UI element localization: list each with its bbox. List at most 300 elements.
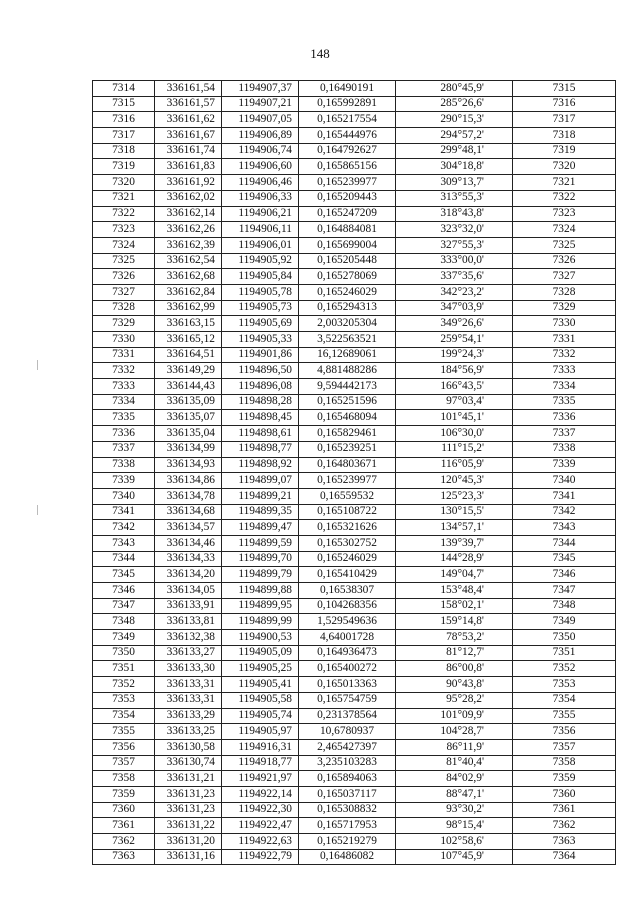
table-row xyxy=(93,128,616,144)
y-coordinate-cell: 1194899,21 xyxy=(222,488,299,504)
x-coordinate-cell: 336134,68 xyxy=(155,504,222,520)
x-coordinate-cell: 336133,25 xyxy=(155,724,222,740)
point-id-cell: 7347 xyxy=(93,598,155,614)
direction-angle-cell: 102°58,6' xyxy=(396,834,513,850)
distance-cell: 0,165294313 xyxy=(299,300,396,316)
point-id-cell: 7348 xyxy=(93,614,155,630)
next-point-id-cell: 7354 xyxy=(513,692,616,708)
table-row xyxy=(93,834,616,850)
x-coordinate-cell: 336165,12 xyxy=(155,332,222,348)
direction-angle-cell: 78°53,2' xyxy=(396,630,513,646)
next-point-id-cell: 7353 xyxy=(513,677,616,693)
direction-angle-cell: 144°28,9' xyxy=(396,551,513,567)
next-point-id-cell: 7351 xyxy=(513,645,616,661)
point-id-cell: 7314 xyxy=(93,81,155,97)
next-point-id-cell: 7352 xyxy=(513,661,616,677)
next-point-id-cell: 7334 xyxy=(513,379,616,395)
y-coordinate-cell: 1194896,50 xyxy=(222,363,299,379)
next-point-id-cell: 7338 xyxy=(513,441,616,457)
y-coordinate-cell: 1194899,35 xyxy=(222,504,299,520)
x-coordinate-cell: 336135,07 xyxy=(155,410,222,426)
distance-cell: 3,235103283 xyxy=(299,755,396,771)
y-coordinate-cell: 1194905,84 xyxy=(222,269,299,285)
point-id-cell: 7315 xyxy=(93,96,155,112)
distance-cell: 0,165321626 xyxy=(299,520,396,536)
coordinates-table xyxy=(92,80,616,865)
distance-cell: 0,165444976 xyxy=(299,128,396,144)
y-coordinate-cell: 1194899,70 xyxy=(222,551,299,567)
direction-angle-cell: 120°45,3' xyxy=(396,473,513,489)
y-coordinate-cell: 1194907,37 xyxy=(222,81,299,97)
y-coordinate-cell: 1194905,97 xyxy=(222,724,299,740)
y-coordinate-cell: 1194905,78 xyxy=(222,284,299,300)
y-coordinate-cell: 1194906,21 xyxy=(222,206,299,222)
x-coordinate-cell: 336134,20 xyxy=(155,567,222,583)
direction-angle-cell: 139°39,7' xyxy=(396,535,513,551)
point-id-cell: 7318 xyxy=(93,143,155,159)
distance-cell: 0,165278069 xyxy=(299,269,396,285)
distance-cell: 0,165992891 xyxy=(299,96,396,112)
margin-mark xyxy=(37,505,38,515)
y-coordinate-cell: 1194907,05 xyxy=(222,112,299,128)
next-point-id-cell: 7357 xyxy=(513,739,616,755)
direction-angle-cell: 323°32,0' xyxy=(396,222,513,238)
y-coordinate-cell: 1194898,92 xyxy=(222,457,299,473)
next-point-id-cell: 7356 xyxy=(513,724,616,740)
next-point-id-cell: 7355 xyxy=(513,708,616,724)
y-coordinate-cell: 1194906,60 xyxy=(222,159,299,175)
point-id-cell: 7353 xyxy=(93,692,155,708)
table-row xyxy=(93,190,616,206)
table-row xyxy=(93,786,616,802)
y-coordinate-cell: 1194905,58 xyxy=(222,692,299,708)
direction-angle-cell: 159°14,8' xyxy=(396,614,513,630)
y-coordinate-cell: 1194905,09 xyxy=(222,645,299,661)
y-coordinate-cell: 1194900,53 xyxy=(222,630,299,646)
x-coordinate-cell: 336163,15 xyxy=(155,316,222,332)
direction-angle-cell: 342°23,2' xyxy=(396,284,513,300)
point-id-cell: 7332 xyxy=(93,363,155,379)
point-id-cell: 7361 xyxy=(93,818,155,834)
distance-cell: 0,165699004 xyxy=(299,237,396,253)
point-id-cell: 7346 xyxy=(93,583,155,599)
next-point-id-cell: 7335 xyxy=(513,394,616,410)
direction-angle-cell: 318°43,8' xyxy=(396,206,513,222)
x-coordinate-cell: 336134,05 xyxy=(155,583,222,599)
table-body xyxy=(93,81,616,865)
point-id-cell: 7327 xyxy=(93,284,155,300)
next-point-id-cell: 7326 xyxy=(513,253,616,269)
next-point-id-cell: 7330 xyxy=(513,316,616,332)
next-point-id-cell: 7328 xyxy=(513,284,616,300)
next-point-id-cell: 7360 xyxy=(513,786,616,802)
point-id-cell: 7363 xyxy=(93,849,155,865)
distance-cell: 2,465427397 xyxy=(299,739,396,755)
x-coordinate-cell: 336134,93 xyxy=(155,457,222,473)
x-coordinate-cell: 336131,16 xyxy=(155,849,222,865)
next-point-id-cell: 7361 xyxy=(513,802,616,818)
distance-cell: 2,003205304 xyxy=(299,316,396,332)
direction-angle-cell: 347°03,9' xyxy=(396,300,513,316)
table-row xyxy=(93,818,616,834)
distance-cell: 0,165108722 xyxy=(299,504,396,520)
x-coordinate-cell: 336134,57 xyxy=(155,520,222,536)
next-point-id-cell: 7346 xyxy=(513,567,616,583)
point-id-cell: 7345 xyxy=(93,567,155,583)
table-row xyxy=(93,520,616,536)
point-id-cell: 7341 xyxy=(93,504,155,520)
next-point-id-cell: 7350 xyxy=(513,630,616,646)
distance-cell: 0,165865156 xyxy=(299,159,396,175)
point-id-cell: 7356 xyxy=(93,739,155,755)
distance-cell: 0,164884081 xyxy=(299,222,396,238)
direction-angle-cell: 101°09,9' xyxy=(396,708,513,724)
direction-angle-cell: 130°15,5' xyxy=(396,504,513,520)
y-coordinate-cell: 1194921,97 xyxy=(222,771,299,787)
table-row xyxy=(93,175,616,191)
point-id-cell: 7355 xyxy=(93,724,155,740)
table-row xyxy=(93,661,616,677)
distance-cell: 4,881488286 xyxy=(299,363,396,379)
next-point-id-cell: 7341 xyxy=(513,488,616,504)
distance-cell: 0,165400272 xyxy=(299,661,396,677)
x-coordinate-cell: 336161,62 xyxy=(155,112,222,128)
direction-angle-cell: 86°11,9' xyxy=(396,739,513,755)
next-point-id-cell: 7342 xyxy=(513,504,616,520)
x-coordinate-cell: 336135,04 xyxy=(155,426,222,442)
next-point-id-cell: 7332 xyxy=(513,347,616,363)
table-row xyxy=(93,488,616,504)
next-point-id-cell: 7316 xyxy=(513,96,616,112)
table-row xyxy=(93,802,616,818)
x-coordinate-cell: 336132,38 xyxy=(155,630,222,646)
next-point-id-cell: 7320 xyxy=(513,159,616,175)
point-id-cell: 7358 xyxy=(93,771,155,787)
y-coordinate-cell: 1194898,45 xyxy=(222,410,299,426)
y-coordinate-cell: 1194922,79 xyxy=(222,849,299,865)
direction-angle-cell: 98°15,4' xyxy=(396,818,513,834)
x-coordinate-cell: 336161,57 xyxy=(155,96,222,112)
y-coordinate-cell: 1194899,95 xyxy=(222,598,299,614)
y-coordinate-cell: 1194898,28 xyxy=(222,394,299,410)
x-coordinate-cell: 336162,99 xyxy=(155,300,222,316)
distance-cell: 0,165239977 xyxy=(299,473,396,489)
table-row xyxy=(93,332,616,348)
y-coordinate-cell: 1194922,30 xyxy=(222,802,299,818)
table-row xyxy=(93,222,616,238)
y-coordinate-cell: 1194906,33 xyxy=(222,190,299,206)
point-id-cell: 7343 xyxy=(93,535,155,551)
next-point-id-cell: 7321 xyxy=(513,175,616,191)
direction-angle-cell: 101°45,1' xyxy=(396,410,513,426)
y-coordinate-cell: 1194905,33 xyxy=(222,332,299,348)
next-point-id-cell: 7344 xyxy=(513,535,616,551)
next-point-id-cell: 7325 xyxy=(513,237,616,253)
point-id-cell: 7336 xyxy=(93,426,155,442)
y-coordinate-cell: 1194905,74 xyxy=(222,708,299,724)
distance-cell: 0,165302752 xyxy=(299,535,396,551)
point-id-cell: 7325 xyxy=(93,253,155,269)
y-coordinate-cell: 1194899,47 xyxy=(222,520,299,536)
x-coordinate-cell: 336161,54 xyxy=(155,81,222,97)
table-row xyxy=(93,708,616,724)
next-point-id-cell: 7331 xyxy=(513,332,616,348)
point-id-cell: 7320 xyxy=(93,175,155,191)
distance-cell: 0,165239251 xyxy=(299,441,396,457)
table-row xyxy=(93,284,616,300)
direction-angle-cell: 280°45,9' xyxy=(396,81,513,97)
next-point-id-cell: 7348 xyxy=(513,598,616,614)
point-id-cell: 7349 xyxy=(93,630,155,646)
next-point-id-cell: 7324 xyxy=(513,222,616,238)
x-coordinate-cell: 336162,84 xyxy=(155,284,222,300)
x-coordinate-cell: 336134,99 xyxy=(155,441,222,457)
next-point-id-cell: 7315 xyxy=(513,81,616,97)
table-row xyxy=(93,739,616,755)
table-row xyxy=(93,363,616,379)
point-id-cell: 7354 xyxy=(93,708,155,724)
x-coordinate-cell: 336161,67 xyxy=(155,128,222,144)
y-coordinate-cell: 1194916,31 xyxy=(222,739,299,755)
direction-angle-cell: 134°57,1' xyxy=(396,520,513,536)
y-coordinate-cell: 1194898,61 xyxy=(222,426,299,442)
y-coordinate-cell: 1194922,63 xyxy=(222,834,299,850)
x-coordinate-cell: 336161,83 xyxy=(155,159,222,175)
direction-angle-cell: 88°47,1' xyxy=(396,786,513,802)
next-point-id-cell: 7364 xyxy=(513,849,616,865)
table-row xyxy=(93,457,616,473)
table-row xyxy=(93,300,616,316)
direction-angle-cell: 184°56,9' xyxy=(396,363,513,379)
y-coordinate-cell: 1194896,08 xyxy=(222,379,299,395)
y-coordinate-cell: 1194901,86 xyxy=(222,347,299,363)
y-coordinate-cell: 1194906,46 xyxy=(222,175,299,191)
y-coordinate-cell: 1194922,47 xyxy=(222,818,299,834)
distance-cell: 0,165205448 xyxy=(299,253,396,269)
point-id-cell: 7359 xyxy=(93,786,155,802)
x-coordinate-cell: 336131,22 xyxy=(155,818,222,834)
distance-cell: 0,165251596 xyxy=(299,394,396,410)
distance-cell: 0,165246029 xyxy=(299,551,396,567)
table-row xyxy=(93,112,616,128)
x-coordinate-cell: 336133,30 xyxy=(155,661,222,677)
table-row xyxy=(93,316,616,332)
distance-cell: 0,165754759 xyxy=(299,692,396,708)
direction-angle-cell: 93°30,2' xyxy=(396,802,513,818)
x-coordinate-cell: 336131,21 xyxy=(155,771,222,787)
y-coordinate-cell: 1194905,92 xyxy=(222,253,299,269)
x-coordinate-cell: 336162,39 xyxy=(155,237,222,253)
distance-cell: 0,16538307 xyxy=(299,583,396,599)
direction-angle-cell: 199°24,3' xyxy=(396,347,513,363)
y-coordinate-cell: 1194906,01 xyxy=(222,237,299,253)
direction-angle-cell: 166°43,5' xyxy=(396,379,513,395)
distance-cell: 16,12689061 xyxy=(299,347,396,363)
direction-angle-cell: 290°15,3' xyxy=(396,112,513,128)
distance-cell: 0,164792627 xyxy=(299,143,396,159)
x-coordinate-cell: 336162,02 xyxy=(155,190,222,206)
point-id-cell: 7321 xyxy=(93,190,155,206)
direction-angle-cell: 349°26,6' xyxy=(396,316,513,332)
direction-angle-cell: 304°18,8' xyxy=(396,159,513,175)
next-point-id-cell: 7362 xyxy=(513,818,616,834)
table-row xyxy=(93,645,616,661)
table-row xyxy=(93,206,616,222)
next-point-id-cell: 7340 xyxy=(513,473,616,489)
distance-cell: 0,104268356 xyxy=(299,598,396,614)
point-id-cell: 7316 xyxy=(93,112,155,128)
next-point-id-cell: 7327 xyxy=(513,269,616,285)
next-point-id-cell: 7359 xyxy=(513,771,616,787)
x-coordinate-cell: 336130,74 xyxy=(155,755,222,771)
x-coordinate-cell: 336133,31 xyxy=(155,677,222,693)
next-point-id-cell: 7343 xyxy=(513,520,616,536)
direction-angle-cell: 111°15,2' xyxy=(396,441,513,457)
distance-cell: 1,529549636 xyxy=(299,614,396,630)
point-id-cell: 7334 xyxy=(93,394,155,410)
x-coordinate-cell: 336134,86 xyxy=(155,473,222,489)
next-point-id-cell: 7349 xyxy=(513,614,616,630)
point-id-cell: 7344 xyxy=(93,551,155,567)
point-id-cell: 7337 xyxy=(93,441,155,457)
direction-angle-cell: 313°55,3' xyxy=(396,190,513,206)
distance-cell: 0,165717953 xyxy=(299,818,396,834)
point-id-cell: 7330 xyxy=(93,332,155,348)
distance-cell: 9,594442173 xyxy=(299,379,396,395)
x-coordinate-cell: 336131,23 xyxy=(155,802,222,818)
point-id-cell: 7357 xyxy=(93,755,155,771)
point-id-cell: 7331 xyxy=(93,347,155,363)
table-row xyxy=(93,504,616,520)
table-row xyxy=(93,426,616,442)
x-coordinate-cell: 336162,68 xyxy=(155,269,222,285)
point-id-cell: 7351 xyxy=(93,661,155,677)
point-id-cell: 7326 xyxy=(93,269,155,285)
table-row xyxy=(93,755,616,771)
direction-angle-cell: 125°23,3' xyxy=(396,488,513,504)
table-row xyxy=(93,583,616,599)
x-coordinate-cell: 336135,09 xyxy=(155,394,222,410)
distance-cell: 0,165894063 xyxy=(299,771,396,787)
distance-cell: 10,6780937 xyxy=(299,724,396,740)
next-point-id-cell: 7339 xyxy=(513,457,616,473)
point-id-cell: 7319 xyxy=(93,159,155,175)
x-coordinate-cell: 336133,31 xyxy=(155,692,222,708)
next-point-id-cell: 7345 xyxy=(513,551,616,567)
table-row xyxy=(93,253,616,269)
direction-angle-cell: 106°30,0' xyxy=(396,426,513,442)
table-row xyxy=(93,159,616,175)
y-coordinate-cell: 1194905,25 xyxy=(222,661,299,677)
table-row xyxy=(93,535,616,551)
direction-angle-cell: 158°02,1' xyxy=(396,598,513,614)
table-row xyxy=(93,567,616,583)
direction-angle-cell: 327°55,3' xyxy=(396,237,513,253)
x-coordinate-cell: 336133,81 xyxy=(155,614,222,630)
table-row xyxy=(93,347,616,363)
distance-cell: 0,165217554 xyxy=(299,112,396,128)
table-row xyxy=(93,410,616,426)
direction-angle-cell: 309°13,7' xyxy=(396,175,513,191)
next-point-id-cell: 7329 xyxy=(513,300,616,316)
x-coordinate-cell: 336162,14 xyxy=(155,206,222,222)
y-coordinate-cell: 1194899,79 xyxy=(222,567,299,583)
direction-angle-cell: 107°45,9' xyxy=(396,849,513,865)
point-id-cell: 7352 xyxy=(93,677,155,693)
direction-angle-cell: 116°05,9' xyxy=(396,457,513,473)
direction-angle-cell: 104°28,7' xyxy=(396,724,513,740)
y-coordinate-cell: 1194899,99 xyxy=(222,614,299,630)
y-coordinate-cell: 1194918,77 xyxy=(222,755,299,771)
table-row xyxy=(93,143,616,159)
direction-angle-cell: 97°03,4' xyxy=(396,394,513,410)
table-row xyxy=(93,473,616,489)
table-row xyxy=(93,771,616,787)
distance-cell: 0,165209443 xyxy=(299,190,396,206)
table-row xyxy=(93,269,616,285)
table-row xyxy=(93,441,616,457)
point-id-cell: 7323 xyxy=(93,222,155,238)
x-coordinate-cell: 336144,43 xyxy=(155,379,222,395)
direction-angle-cell: 259°54,1' xyxy=(396,332,513,348)
direction-angle-cell: 84°02,9' xyxy=(396,771,513,787)
table-row xyxy=(93,598,616,614)
next-point-id-cell: 7317 xyxy=(513,112,616,128)
x-coordinate-cell: 336164,51 xyxy=(155,347,222,363)
x-coordinate-cell: 336134,33 xyxy=(155,551,222,567)
y-coordinate-cell: 1194899,07 xyxy=(222,473,299,489)
distance-cell: 0,16559532 xyxy=(299,488,396,504)
point-id-cell: 7342 xyxy=(93,520,155,536)
y-coordinate-cell: 1194906,74 xyxy=(222,143,299,159)
x-coordinate-cell: 336133,29 xyxy=(155,708,222,724)
y-coordinate-cell: 1194922,14 xyxy=(222,786,299,802)
direction-angle-cell: 337°35,6' xyxy=(396,269,513,285)
next-point-id-cell: 7323 xyxy=(513,206,616,222)
point-id-cell: 7333 xyxy=(93,379,155,395)
distance-cell: 0,165829461 xyxy=(299,426,396,442)
table-row xyxy=(93,724,616,740)
next-point-id-cell: 7322 xyxy=(513,190,616,206)
table-row xyxy=(93,692,616,708)
point-id-cell: 7340 xyxy=(93,488,155,504)
margin-mark xyxy=(37,360,38,370)
direction-angle-cell: 149°04,7' xyxy=(396,567,513,583)
table-row xyxy=(93,394,616,410)
distance-cell: 0,165239977 xyxy=(299,175,396,191)
next-point-id-cell: 7333 xyxy=(513,363,616,379)
x-coordinate-cell: 336161,92 xyxy=(155,175,222,191)
distance-cell: 0,164936473 xyxy=(299,645,396,661)
point-id-cell: 7360 xyxy=(93,802,155,818)
y-coordinate-cell: 1194905,69 xyxy=(222,316,299,332)
x-coordinate-cell: 336149,29 xyxy=(155,363,222,379)
y-coordinate-cell: 1194907,21 xyxy=(222,96,299,112)
table-row xyxy=(93,630,616,646)
next-point-id-cell: 7319 xyxy=(513,143,616,159)
point-id-cell: 7322 xyxy=(93,206,155,222)
table-row xyxy=(93,96,616,112)
distance-cell: 0,165219279 xyxy=(299,834,396,850)
x-coordinate-cell: 336133,27 xyxy=(155,645,222,661)
y-coordinate-cell: 1194898,77 xyxy=(222,441,299,457)
x-coordinate-cell: 336130,58 xyxy=(155,739,222,755)
point-id-cell: 7338 xyxy=(93,457,155,473)
next-point-id-cell: 7336 xyxy=(513,410,616,426)
next-point-id-cell: 7337 xyxy=(513,426,616,442)
direction-angle-cell: 81°12,7' xyxy=(396,645,513,661)
distance-cell: 0,16486082 xyxy=(299,849,396,865)
